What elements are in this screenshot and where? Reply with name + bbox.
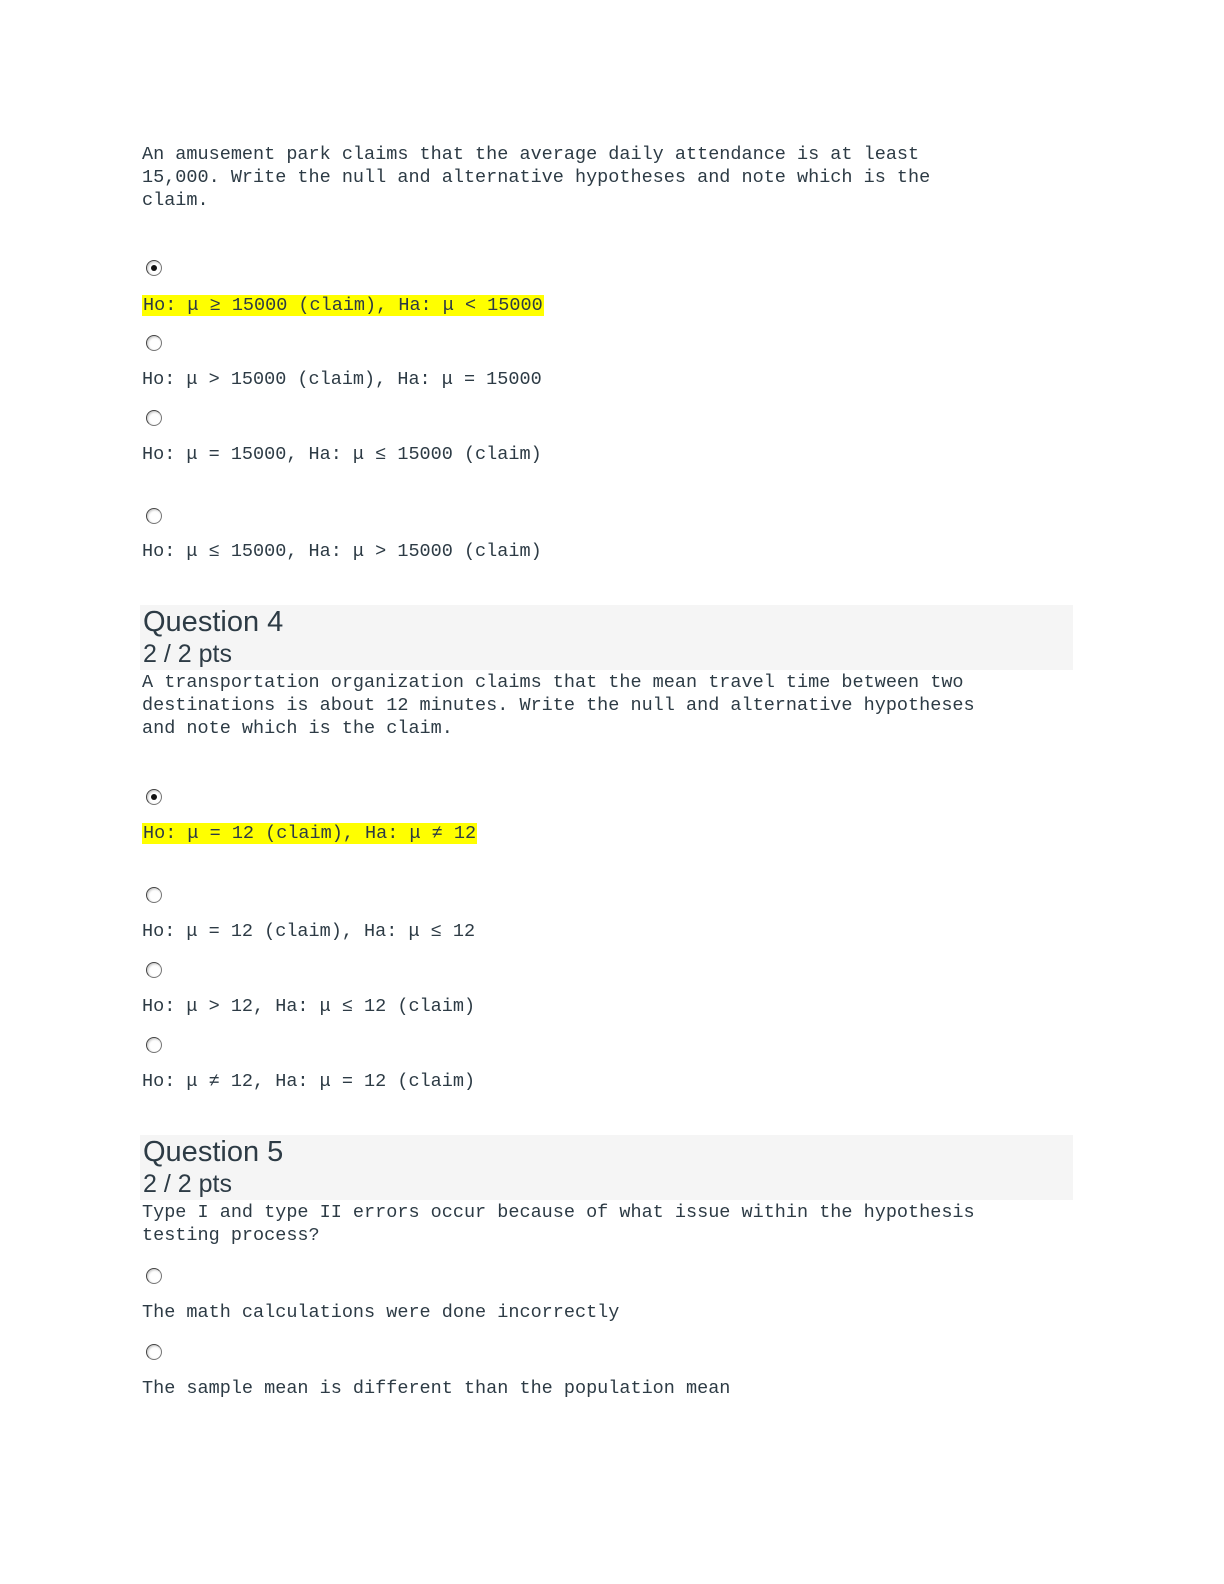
- question-3-text: An amusement park claims that the average daily attendance is at least 15,000. Write the null and alternative hypotheses and note which is the claim.: [142, 144, 931, 211]
- question-4-points: 2 / 2 pts: [143, 640, 232, 668]
- q4-answer-2-label: Ho: μ = 12 (claim), Ha: μ ≤ 12: [142, 921, 476, 942]
- question-4-text: A transportation organization claims that the mean travel time between two destinations is about 12 minutes. Write the null and alternative hypotheses and note which is the claim.: [142, 672, 975, 739]
- question-5-points: 2 / 2 pts: [143, 1170, 232, 1198]
- q4-answer-3-label: Ho: μ > 12, Ha: μ ≤ 12 (claim): [142, 996, 476, 1017]
- q4-answer-2-radio[interactable]: [146, 887, 162, 903]
- q4-answer-4-label: Ho: μ ≠ 12, Ha: μ = 12 (claim): [142, 1071, 476, 1092]
- q4-answer-3-radio[interactable]: [146, 962, 162, 978]
- q5-answer-2-radio[interactable]: [146, 1344, 162, 1360]
- q3-answer-1: [142, 294, 544, 317]
- q5-answer-1-radio[interactable]: [146, 1268, 162, 1284]
- question-5-title: Question 5: [143, 1136, 284, 1168]
- question-5-text: Type I and type II errors occur because of what issue within the hypothesis testing process?: [142, 1202, 975, 1246]
- question-5-header: [140, 1135, 1073, 1200]
- q4-answer-1: [142, 822, 477, 845]
- q4-answer-1-label: Ho: μ = 12 (claim), Ha: μ ≠ 12: [143, 823, 477, 844]
- q3-answer-3-label: Ho: μ = 15000, Ha: μ ≤ 15000 (claim): [142, 444, 542, 465]
- q4-answer-1-radio[interactable]: [146, 789, 162, 805]
- q3-answer-4-label: Ho: μ ≤ 15000, Ha: μ > 15000 (claim): [142, 541, 542, 562]
- q3-answer-1-label: Ho: μ ≥ 15000 (claim), Ha: μ < 15000: [143, 295, 543, 316]
- q5-answer-1-label: The math calculations were done incorrectly: [142, 1302, 620, 1323]
- q4-answer-4-radio[interactable]: [146, 1037, 162, 1053]
- q3-answer-2-radio[interactable]: [146, 335, 162, 351]
- question-4-header: [140, 605, 1073, 670]
- q3-answer-1-radio[interactable]: [146, 260, 162, 276]
- question-4-title: Question 4: [143, 606, 284, 638]
- q5-answer-2-label: The sample mean is different than the population mean: [142, 1378, 731, 1399]
- q3-answer-2-label: Ho: μ > 15000 (claim), Ha: μ = 15000: [142, 369, 542, 390]
- q3-answer-4-radio[interactable]: [146, 508, 162, 524]
- q3-answer-3-radio[interactable]: [146, 410, 162, 426]
